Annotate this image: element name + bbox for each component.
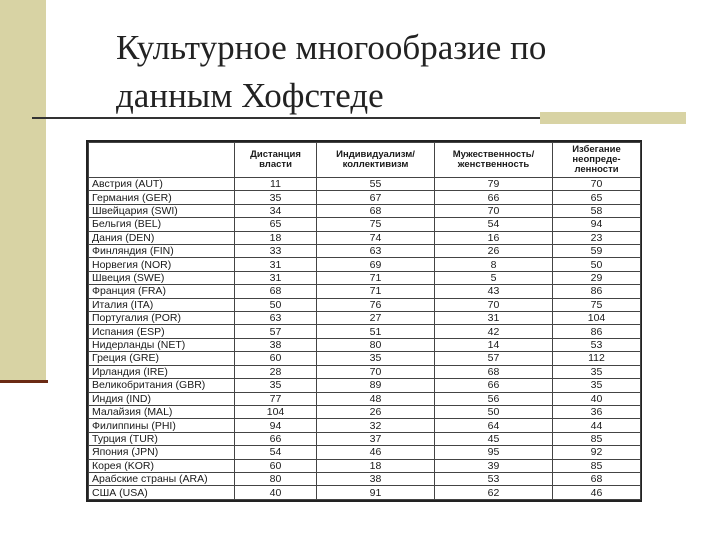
table-cell-country: Арабские страны (ARA) <box>89 472 235 485</box>
table-cell-value: 56 <box>435 392 553 405</box>
table-row <box>89 446 641 459</box>
slide-title-line-1: Культурное многообразие по <box>116 28 547 67</box>
table-cell-value: 26 <box>317 405 435 418</box>
table-cell-value: 79 <box>435 178 553 191</box>
table-cell-value: 104 <box>553 312 641 325</box>
table-row <box>89 392 641 405</box>
table-row <box>89 405 641 418</box>
table-header-row <box>89 143 641 178</box>
table-cell-value: 75 <box>553 298 641 311</box>
table-row <box>89 432 641 445</box>
slide-title-line-2: данным Хофстеде <box>116 76 384 115</box>
table-cell-value: 28 <box>235 365 317 378</box>
table-cell-value: 71 <box>317 285 435 298</box>
table-cell-country: Малайзия (MAL) <box>89 405 235 418</box>
table-cell-country: Греция (GRE) <box>89 352 235 365</box>
table-cell-value: 50 <box>235 298 317 311</box>
title-divider <box>32 117 540 119</box>
table-cell-value: 34 <box>235 204 317 217</box>
table-cell-value: 95 <box>435 446 553 459</box>
table-cell-value: 31 <box>435 312 553 325</box>
table-row <box>89 204 641 217</box>
table-cell-value: 43 <box>435 285 553 298</box>
table-cell-value: 54 <box>235 446 317 459</box>
table-cell-value: 18 <box>235 231 317 244</box>
table-cell-country: Нидерланды (NET) <box>89 338 235 351</box>
table-row <box>89 258 641 271</box>
table-cell-country: Германия (GER) <box>89 191 235 204</box>
table-cell-value: 35 <box>317 352 435 365</box>
table-cell-value: 68 <box>317 204 435 217</box>
table-cell-value: 86 <box>553 285 641 298</box>
table-cell-value: 91 <box>317 486 435 500</box>
table-cell-value: 46 <box>317 446 435 459</box>
table-cell-value: 42 <box>435 325 553 338</box>
table-cell-value: 11 <box>235 178 317 191</box>
table-cell-value: 66 <box>435 379 553 392</box>
table-cell-value: 76 <box>317 298 435 311</box>
table-cell-value: 35 <box>235 379 317 392</box>
table-cell-value: 75 <box>317 218 435 231</box>
table-cell-value: 65 <box>235 218 317 231</box>
table-cell-value: 18 <box>317 459 435 472</box>
table-row <box>89 472 641 485</box>
table-row <box>89 271 641 284</box>
table-cell-value: 57 <box>235 325 317 338</box>
table-cell-value: 48 <box>317 392 435 405</box>
table-row <box>89 365 641 378</box>
table-cell-value: 44 <box>553 419 641 432</box>
table-cell-value: 26 <box>435 245 553 258</box>
table-cell-value: 65 <box>553 191 641 204</box>
table-cell-value: 23 <box>553 231 641 244</box>
table-cell-value: 86 <box>553 325 641 338</box>
table-cell-country: Бельгия (BEL) <box>89 218 235 231</box>
table-cell-country: Португалия (POR) <box>89 312 235 325</box>
table-cell-value: 33 <box>235 245 317 258</box>
table-row <box>89 178 641 191</box>
table-row <box>89 486 641 500</box>
slide-title <box>116 24 676 120</box>
table-cell-value: 112 <box>553 352 641 365</box>
decorative-left-bar-line <box>0 380 48 383</box>
table-cell-value: 70 <box>435 204 553 217</box>
table-cell-value: 85 <box>553 432 641 445</box>
table-cell-country: Франция (FRA) <box>89 285 235 298</box>
table-cell-value: 63 <box>317 245 435 258</box>
table-cell-value: 40 <box>235 486 317 500</box>
table-cell-value: 53 <box>553 338 641 351</box>
table-cell-country: Финляндия (FIN) <box>89 245 235 258</box>
column-header-masculinity: Мужественность/ женственность <box>435 143 553 178</box>
table-cell-value: 32 <box>317 419 435 432</box>
table-cell-value: 27 <box>317 312 435 325</box>
table-cell-value: 66 <box>235 432 317 445</box>
table-cell-value: 94 <box>235 419 317 432</box>
table-row <box>89 352 641 365</box>
table-cell-value: 104 <box>235 405 317 418</box>
table-cell-value: 70 <box>317 365 435 378</box>
table-cell-value: 70 <box>553 178 641 191</box>
table-cell-value: 92 <box>553 446 641 459</box>
table-cell-value: 54 <box>435 218 553 231</box>
decorative-left-bar <box>0 0 46 382</box>
table-cell-value: 80 <box>235 472 317 485</box>
column-header-country <box>89 143 235 178</box>
column-header-uncertainty-avoidance: Избегание неопреде-ленности <box>553 143 641 178</box>
table-cell-value: 50 <box>553 258 641 271</box>
table-cell-country: Индия (IND) <box>89 392 235 405</box>
table-cell-country: Дания (DEN) <box>89 231 235 244</box>
table-cell-country: Швейцария (SWI) <box>89 204 235 217</box>
table-cell-country: США (USA) <box>89 486 235 500</box>
table-cell-country: Великобритания (GBR) <box>89 379 235 392</box>
table-row <box>89 459 641 472</box>
table-cell-value: 35 <box>553 379 641 392</box>
table-cell-country: Филиппины (PHI) <box>89 419 235 432</box>
table-cell-value: 45 <box>435 432 553 445</box>
title-divider-accent <box>540 112 686 124</box>
table-cell-value: 64 <box>435 419 553 432</box>
table-row <box>89 298 641 311</box>
table-body <box>89 178 641 500</box>
table-cell-value: 5 <box>435 271 553 284</box>
table-row <box>89 231 641 244</box>
column-header-power-distance: Дистанция власти <box>235 143 317 178</box>
table-cell-country: Италия (ITA) <box>89 298 235 311</box>
table-cell-value: 57 <box>435 352 553 365</box>
table-cell-value: 63 <box>235 312 317 325</box>
table-cell-country: Корея (KOR) <box>89 459 235 472</box>
table-cell-value: 14 <box>435 338 553 351</box>
table-cell-value: 37 <box>317 432 435 445</box>
table-row <box>89 285 641 298</box>
table-cell-value: 94 <box>553 218 641 231</box>
table-cell-value: 39 <box>435 459 553 472</box>
table-row <box>89 419 641 432</box>
table-cell-value: 68 <box>435 365 553 378</box>
table-cell-value: 53 <box>435 472 553 485</box>
table-cell-value: 66 <box>435 191 553 204</box>
table-cell-value: 80 <box>317 338 435 351</box>
table-cell-country: Швеция (SWE) <box>89 271 235 284</box>
table-row <box>89 325 641 338</box>
hofstede-table-container <box>86 140 642 502</box>
table-cell-value: 46 <box>553 486 641 500</box>
table-cell-value: 85 <box>553 459 641 472</box>
table-row <box>89 245 641 258</box>
table-cell-value: 70 <box>435 298 553 311</box>
table-cell-value: 31 <box>235 271 317 284</box>
table-cell-value: 36 <box>553 405 641 418</box>
table-cell-value: 29 <box>553 271 641 284</box>
table-cell-value: 77 <box>235 392 317 405</box>
table-cell-value: 55 <box>317 178 435 191</box>
table-cell-value: 71 <box>317 271 435 284</box>
table-row <box>89 379 641 392</box>
table-cell-country: Норвегия (NOR) <box>89 258 235 271</box>
table-cell-value: 50 <box>435 405 553 418</box>
table-cell-country: Испания (ESP) <box>89 325 235 338</box>
table-cell-value: 38 <box>235 338 317 351</box>
table-row <box>89 312 641 325</box>
table-cell-value: 40 <box>553 392 641 405</box>
table-cell-value: 35 <box>553 365 641 378</box>
table-cell-country: Турция (TUR) <box>89 432 235 445</box>
table-cell-value: 74 <box>317 231 435 244</box>
table-cell-value: 38 <box>317 472 435 485</box>
table-cell-value: 68 <box>553 472 641 485</box>
table-cell-value: 59 <box>553 245 641 258</box>
table-cell-value: 68 <box>235 285 317 298</box>
table-cell-value: 35 <box>235 191 317 204</box>
table-cell-value: 58 <box>553 204 641 217</box>
table-cell-value: 8 <box>435 258 553 271</box>
table-cell-value: 62 <box>435 486 553 500</box>
hofstede-table <box>88 142 641 500</box>
table-row <box>89 218 641 231</box>
table-row <box>89 338 641 351</box>
table-cell-value: 31 <box>235 258 317 271</box>
table-cell-value: 60 <box>235 459 317 472</box>
table-cell-value: 67 <box>317 191 435 204</box>
table-cell-value: 51 <box>317 325 435 338</box>
table-row <box>89 191 641 204</box>
table-cell-country: Япония (JPN) <box>89 446 235 459</box>
table-cell-value: 69 <box>317 258 435 271</box>
table-cell-country: Австрия (AUT) <box>89 178 235 191</box>
table-cell-value: 16 <box>435 231 553 244</box>
column-header-individualism: Индивидуализм/ коллективизм <box>317 143 435 178</box>
table-cell-value: 60 <box>235 352 317 365</box>
table-cell-value: 89 <box>317 379 435 392</box>
table-cell-country: Ирландия (IRE) <box>89 365 235 378</box>
